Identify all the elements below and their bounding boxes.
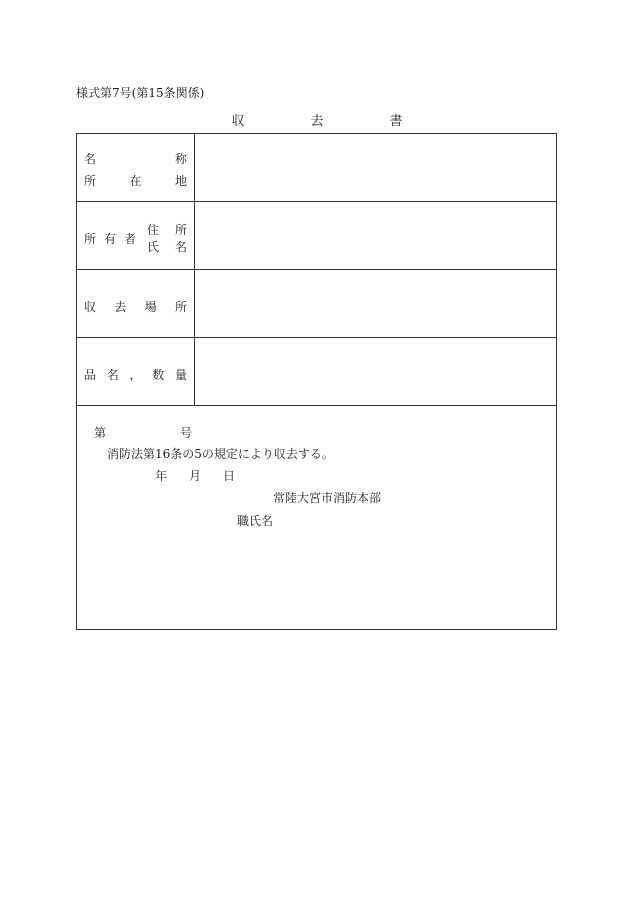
title-char: 書 (389, 114, 403, 129)
row-item-quantity (77, 338, 556, 406)
label-removal-place: 収 去 場 所 (77, 270, 195, 337)
date-line: 年 月 日 (155, 469, 236, 483)
label-owner (77, 202, 195, 269)
official-title: 職氏名 (237, 514, 274, 528)
label-location: 所 在 地 (84, 174, 187, 188)
label-name: 名 称 (84, 152, 187, 166)
label-owner-name: 氏 名 (147, 240, 187, 254)
row-owner (77, 202, 556, 270)
value-name-location[interactable] (195, 134, 556, 201)
label-item-quantity: 品 名 ， 数 量 (77, 338, 195, 405)
label-name-location (77, 134, 195, 201)
title-char: 去 (310, 114, 324, 129)
form-number: 様式第7号(第15条関係) (76, 86, 205, 100)
label-owner-address: 住 所 (147, 223, 187, 237)
label-owner-main: 所 有 者 (84, 232, 136, 246)
removal-statement: 消防法第16条の5の規定により収去する。 (107, 447, 334, 461)
value-item-quantity[interactable] (195, 338, 556, 405)
form-table (76, 133, 557, 630)
document-title (76, 110, 558, 129)
row-removal-place (77, 270, 556, 338)
value-removal-place[interactable] (195, 270, 556, 337)
issuing-organization: 常陸大宮市消防本部 (273, 491, 382, 505)
notice-section (77, 406, 556, 629)
document-number: 第 号 (94, 426, 192, 440)
row-name-location (77, 134, 556, 202)
value-owner[interactable] (195, 202, 556, 269)
title-char: 収 (231, 114, 245, 129)
